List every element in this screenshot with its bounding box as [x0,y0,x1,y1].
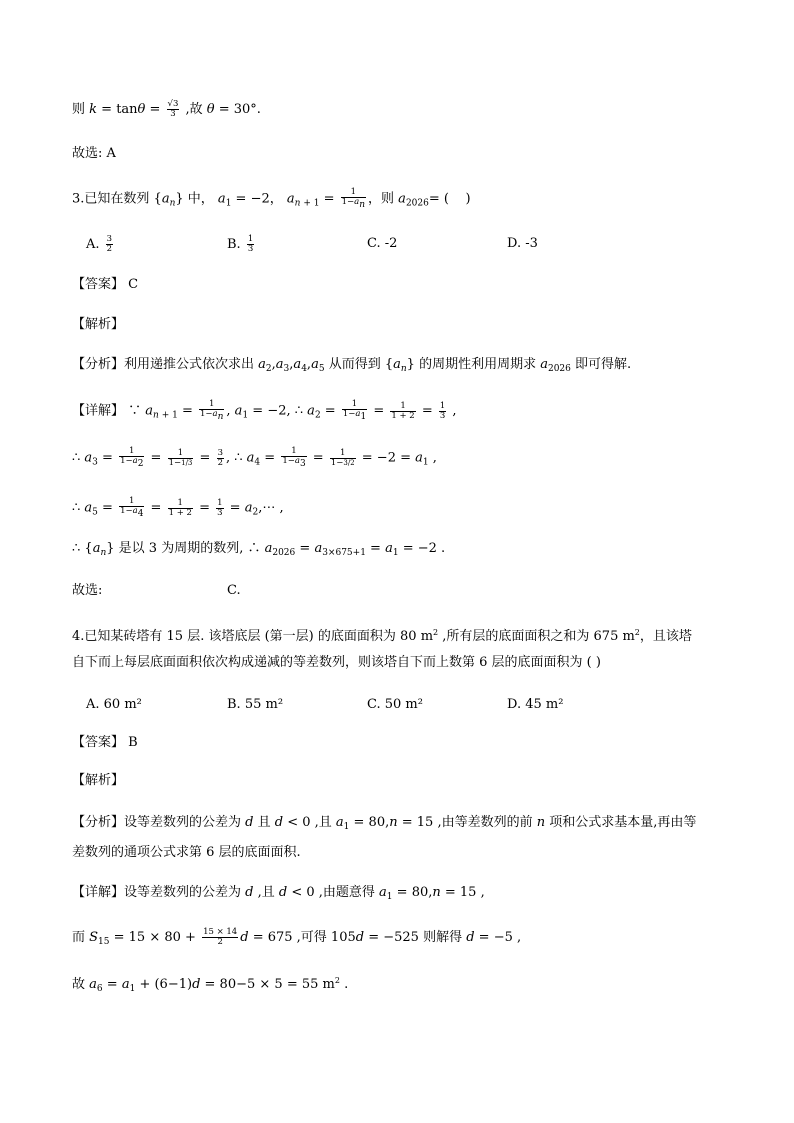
q3-detail: 【详解】 ∵ $a_{n + 1}$ = $\frac{1}{1-an}$ , $a_1 = -2$, ∴ $a_2$ = $\frac{1}{1-a1}$ = $\frac{1}{1 + 2}$ = $\frac{1}{3}$ , [72,399,457,422]
q4-option-d: D. 45 m² [507,697,564,712]
answer-choice-text: 故选: A [72,146,116,161]
q4-detail: 【详解】设等差数列的公差为 d ,且 d < 0 ,由题意得 $a_1 = 80,n = 15$ , [72,885,485,902]
q4-option-c: C. 50 m² [367,697,423,712]
q3-option-d: D. -3 [507,236,538,251]
q3-step-1: ∴ $a_3$ = $\frac{1}{1-a2}$ = $\frac{1}{1-1/3}$ = $\frac{3}{2}$ , ∴ $a_4$ = $\frac{1}{1-a3}$ = $\frac{1}{1-3/2}$ = $-2 = a_1$ , [72,446,437,469]
question-4-line-1: 4.已知某砖塔有 15 层. 该塔底层 (第一层) 的底面面积为 80 $m^2$ ,所有层的底面面积之和为 675 $m^2$，且该塔 [72,628,692,644]
q4-step-2: 故 $a_6 = a_1 + (6-1)d = 80-5 \times 5 = 55$ $m^2$ . [72,976,349,994]
q4-step-1: 而 $S_{15} = 15 \times 80$ + $\frac{15 \times 14}{2}$ d = 675 ,可得 105d = −525 则解得 d = −5 , [72,927,522,947]
q3-analysis: 【分析】利用递推公式依次求出 $a_2,a_3,a_4,a_5$ 从而得到 $\{a_n\}$ 的周期性利用周期求 $a_{2026}$ 即可得解. [72,357,632,374]
q3-answer: 【答案】 C [72,277,139,292]
question-3: 3.已知在数列 $\{a_n\}$ 中， $a_1 = -2$， $a_{n + 1}$ = $\frac{1}{1-an}$ ，则 $a_{2026}=$ ( ) [72,187,471,210]
q4-option-a: A. 60 m² [86,697,142,712]
solution-conclusion: 则 k = tanθ = $\frac{√3}{3}$ ,故 θ = 30°. [72,99,261,119]
q4-option-b: B. 55 m² [227,697,284,712]
q3-step-3: ∴ $\{a_n\}$ 是以 3 为周期的数列, ∴ $a_{2026} = a_{3\times 675+1} = a_1 = -2$ . [72,541,446,558]
q4-analysis-heading: 【解析】 [72,773,125,788]
q4-answer: 【答案】 B [72,735,138,750]
q3-step-2: ∴ $a_5$ = $\frac{1}{1-a4}$ = $\frac{1}{1 + 2}$ = $\frac{1}{3}$ = $a_2,\cdots$ , [72,496,284,519]
q3-option-a: A. $\frac{3}{2}$ [86,234,113,254]
q4-analysis-line-2: 差数列的通项公式求第 6 层的底面面积. [72,845,301,860]
q3-option-c: C. -2 [367,236,398,251]
q3-analysis-heading: 【解析】 [72,317,125,332]
question-4-line-2: 自下而上每层底面面积依次构成递减的等差数列，则该塔自下而上数第 6 层的底面面积为 ( ) [72,655,601,670]
q3-selection-label: 故选: [72,583,103,598]
q3-option-b: B. $\frac{1}{3}$ [227,234,254,254]
q3-selection-value: C. [227,583,241,598]
q3-selection [72,582,732,600]
q4-analysis-line-1: 【分析】设等差数列的公差为 d 且 d < 0 ,且 $a_1 = 80,n = 15$ ,由等差数列的前 n 项和公式求基本量,再由等 [72,815,697,832]
